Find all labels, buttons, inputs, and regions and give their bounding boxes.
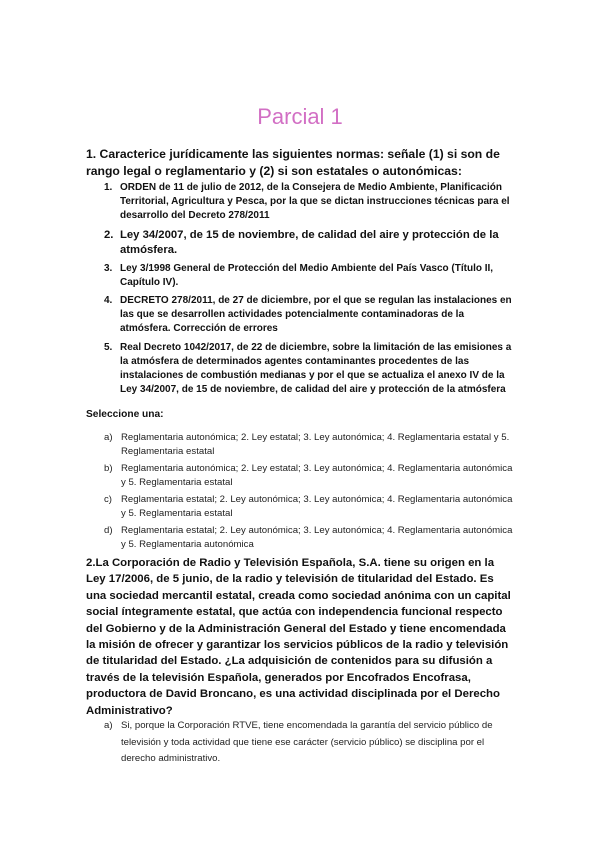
option-text: Reglamentaria estatal; 2. Ley autonómica; 3. Ley autonómica; 4. Reglamentaria autonómica y 5. Reglamentaria estatal: [121, 494, 513, 519]
question-2-options: [104, 718, 516, 768]
option-a[interactable]: [104, 718, 516, 768]
select-one-label: Seleccione una:: [86, 409, 164, 420]
norm-item: [104, 294, 516, 337]
option-letter: d): [104, 525, 113, 536]
option-d[interactable]: [104, 524, 516, 552]
norm-text: DECRETO 278/2011, de 27 de diciembre, por el que se regulan las instalaciones en las que se desarrollen actividades potencialmente contaminadoras de la atmósfera. Corrección de errores: [120, 295, 512, 335]
norm-item: [104, 262, 516, 290]
option-c[interactable]: [104, 493, 516, 521]
norm-item: [104, 341, 516, 398]
question-1-options: [104, 431, 516, 555]
page-title: Parcial 1: [257, 104, 343, 129]
norm-text: Real Decreto 1042/2017, de 22 de diciembre, sobre la limitación de las emisiones a la atmósfera de determinados agentes contaminantes procedentes de las instalaciones de combustión medianas y por el que se actualiza el anexo IV de la Ley 34/2007, de 15 de noviembre, de calidad del aire y protección de la atmósfera: [120, 341, 512, 396]
norm-number: 4.: [104, 295, 113, 307]
question-1-text: 1. Caracterice jurídicamente las siguientes normas: señale (1) si son de rango legal o reglamentario y (2) si son estatales o autonómicas:: [86, 147, 500, 178]
norm-number: 3.: [104, 262, 113, 274]
norm-number: 2.: [104, 228, 114, 241]
option-letter: b): [104, 463, 113, 474]
option-b[interactable]: [104, 462, 516, 490]
option-letter: c): [104, 494, 112, 505]
norm-text: ORDEN de 11 de julio de 2012, de la Consejera de Medio Ambiente, Planificación Territorial, Agricultura y Pesca, por la que se dictan instrucciones técnicas para el desarrollo del Decreto 278/2011: [120, 182, 510, 222]
norm-number: 1.: [104, 182, 113, 193]
option-a[interactable]: [104, 431, 516, 459]
option-text: Reglamentaria autonómica; 2. Ley estatal; 3. Ley autonómica; 4. Reglamentaria autonómica y 5. Reglamentaria estatal: [121, 463, 513, 488]
option-text: Reglamentaria estatal; 2. Ley autonómica; 3. Ley autonómica; 4. Reglamentaria autonómica y 5. Reglamentaria autonómica: [121, 525, 513, 550]
option-letter: a): [104, 432, 113, 443]
norm-item: [104, 181, 516, 224]
norm-text: Ley 3/1998 General de Protección del Medio Ambiente del País Vasco (Título II, Capítulo IV).: [120, 262, 494, 288]
option-text: Si, porque la Corporación RTVE, tiene encomendada la garantía del servicio público de televisión y toda actividad que tiene ese carácter (servicio público) se disciplina por el derecho administrativo.: [121, 720, 493, 764]
norm-item: [104, 228, 516, 258]
norms-list: [104, 181, 516, 401]
option-letter: a): [104, 720, 113, 731]
option-text: Reglamentaria autonómica; 2. Ley estatal; 3. Ley autonómica; 4. Reglamentaria estatal y 5. Reglamentaria estatal: [121, 432, 510, 457]
norm-number: 5.: [104, 341, 113, 353]
question-2-text: 2.La Corporación de Radio y Televisión Española, S.A. tiene su origen en la Ley 17/2006, de 5 junio, de la radio y televisión de titularidad del Estado. Es una sociedad mercantil estatal, creada como sociedad anónima con un capital social íntegramente estatal, que actúa con independencia funcional respecto del Gobierno y de la Administración General del Estado y tiene encomendada la misión de ofrecer y garantizar los servicios públicos de la radio y televisión de titularidad del Estado. ¿La adquisición de contenidos para su difusión a través de la televisión Española, generados por Encofrados Encofrasa, productora de David Broncano, es una actividad disciplinada por el Derecho Administrativo?: [86, 557, 511, 717]
norm-text: Ley 34/2007, de 15 de noviembre, de calidad del aire y protección de la atmósfera.: [120, 228, 499, 256]
